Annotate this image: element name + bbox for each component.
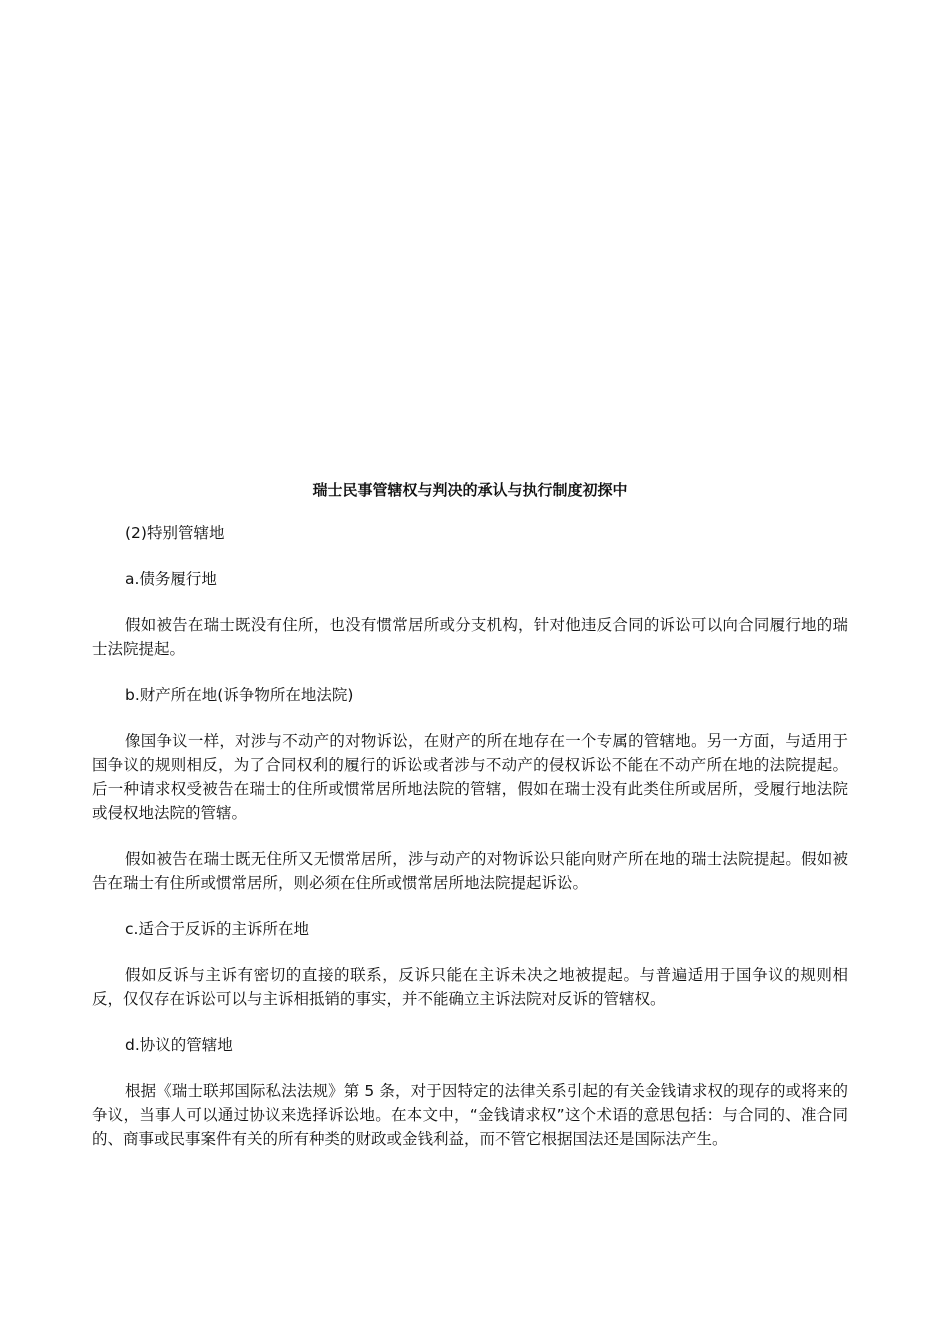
subsection-heading-counterclaim: c.适合于反诉的主诉所在地: [125, 920, 309, 938]
section-heading-special-jurisdiction: (2)特别管辖地: [125, 524, 225, 542]
paragraph-counterclaim: 假如反诉与主诉有密切的直接的联系，反诉只能在主诉未决之地被提起。与普遍适用于国争议的规则相反，仅仅存在诉讼可以与主诉相抵销的事实，并不能确立主诉法院对反诉的管辖权。: [92, 966, 848, 1008]
paragraph-agreed-jurisdiction: 根据《瑞士联邦国际私法法规》第 5 条，对于因特定的法律关系引起的有关金钱请求权的现存的或将来的争议，当事人可以通过协议来选择诉讼地。在本文中，“金钱请求权”这个术语的意思包括：与合同的、准合同的、商事或民事案件有关的所有种类的财政或金钱利益，而不管它根据国法还是国际法产生。: [92, 1082, 848, 1148]
document-body: [92, 478, 848, 1173]
paragraph-immovable-property: 像国争议一样，对涉与不动产的对物诉讼，在财产的所在地存在一个专属的管辖地。另一方面，与适用于国争议的规则相反，为了合同权利的履行的诉讼或者涉与不动产的侵权诉讼不能在不动产所在地的法院提起。后一种请求权受被告在瑞士的住所或惯常居所地法院的管辖，假如在瑞士没有此类住所或居所，受履行地法院或侵权地法院的管辖。: [92, 732, 848, 822]
paragraph-movable-property: 假如被告在瑞士既无住所又无惯常居所，涉与动产的对物诉讼只能向财产所在地的瑞士法院提起。假如被告在瑞士有住所或惯常居所，则必须在住所或惯常居所地法院提起诉讼。: [92, 850, 848, 892]
paragraph-place-of-performance: 假如被告在瑞士既没有住所，也没有惯常居所或分支机构，针对他违反合同的诉讼可以向合同履行地的瑞士法院提起。: [92, 616, 848, 658]
document-title: 瑞士民事管辖权与判决的承认与执行制度初探中: [312, 481, 628, 499]
subsection-heading-place-of-performance: a.债务履行地: [125, 570, 217, 588]
subsection-heading-agreed-jurisdiction: d.协议的管辖地: [125, 1036, 233, 1054]
subsection-heading-property-location: b.财产所在地(诉争物所在地法院): [125, 686, 354, 704]
